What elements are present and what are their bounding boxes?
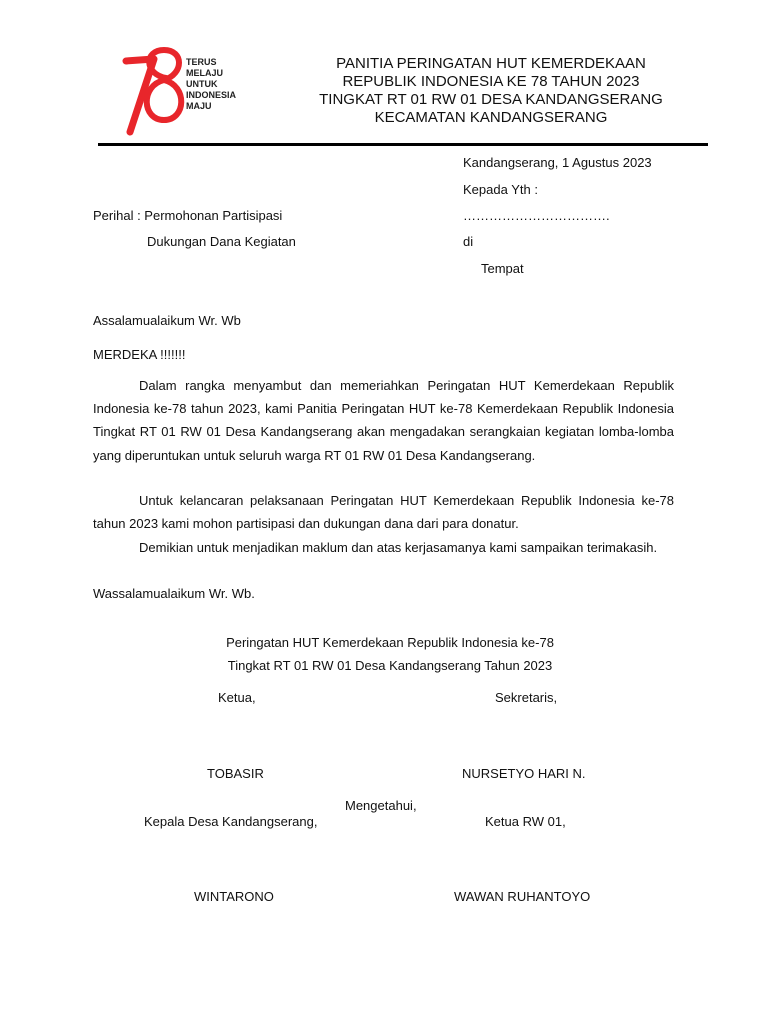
body-paragraph	[93, 536, 674, 559]
logo-tagline-line: MELAJU	[186, 68, 224, 78]
letterhead-divider	[98, 143, 708, 146]
subject-line: Perihal : Permohonan Partisipasi	[93, 208, 283, 223]
logo-tagline	[186, 57, 236, 112]
kades-title: Kepala Desa Kandangserang,	[144, 814, 318, 829]
body-paragraph-text: Dalam rangka menyambut dan memeriahkan Peringatan HUT Kemerdekaan Republik Indonesia ke-78 tahun 2023, kami Panitia Peringatan HUT ke-78 Kemerdekaan Republik Indonesia Tingkat RT 01 RW 01 Desa Kandangserang akan mengadakan serangkaian kegiatan lomba-lomba yang diperuntukan untuk seluruh warga RT 01 RW 01 Desa Kandangserang.	[93, 378, 674, 463]
place-date: Kandangserang, 1 Agustus 2023	[463, 155, 652, 170]
recipient-di: di	[463, 234, 474, 249]
letterhead-line: REPUBLIK INDONESIA KE 78 TAHUN 2023	[342, 73, 640, 90]
letterhead-line: KECAMATAN KANDANGSERANG	[374, 109, 608, 126]
sekretaris-title: Sekretaris,	[495, 690, 558, 705]
kades-name: WINTARONO	[194, 889, 274, 904]
logo-tagline-line: UNTUK	[186, 79, 218, 89]
sekretaris-name: NURSETYO HARI N.	[462, 766, 586, 781]
letterhead	[300, 55, 682, 127]
logo-eight-stroke	[147, 50, 182, 120]
closing-salutation: Wassalamualaikum Wr. Wb.	[93, 586, 255, 601]
rw-name: WAWAN RUHANTOYO	[454, 889, 591, 904]
recipient-label: Kepada Yth :	[463, 182, 538, 197]
recipient-place: Tempat	[481, 261, 524, 276]
subject-line-continued: Dukungan Dana Kegiatan	[147, 234, 296, 249]
rw-title: Ketua RW 01,	[485, 814, 566, 829]
recipient-blank: …………………………….	[463, 208, 610, 223]
committee-line: Peringatan HUT Kemerdekaan Republik Indonesia ke-78	[226, 635, 554, 650]
logo-tagline-line: INDONESIA	[186, 90, 237, 100]
letterhead-line: PANITIA PERINGATAN HUT KEMERDEKAAN	[336, 55, 646, 72]
ketua-name: TOBASIR	[207, 766, 264, 781]
logo-tagline-line: MAJU	[186, 101, 212, 111]
acknowledged-label: Mengetahui,	[345, 798, 417, 813]
committee-line: Tingkat RT 01 RW 01 Desa Kandangserang Tahun 2023	[227, 658, 553, 673]
body-paragraph	[93, 374, 674, 467]
letterhead-line: TINGKAT RT 01 RW 01 DESA KANDANGSERANG	[319, 91, 663, 108]
body-paragraph	[93, 489, 674, 535]
greeting: Assalamualaikum Wr. Wb	[93, 313, 241, 328]
logo-tagline-line: TERUS	[186, 57, 217, 67]
body-paragraph-text: Demikian untuk menjadikan maklum dan atas kerjasamanya kami sampaikan terimakasih.	[139, 540, 658, 555]
body-paragraph-text: Untuk kelancaran pelaksanaan Peringatan HUT Kemerdekaan Republik Indonesia ke-78 tahun 2023 kami mohon partisipasi dan dukungan dana dari para donatur.	[93, 493, 674, 532]
merdeka-salute: MERDEKA !!!!!!!	[93, 347, 186, 362]
hut-ri-78-logo-icon	[104, 36, 262, 146]
ketua-title: Ketua,	[218, 690, 256, 705]
